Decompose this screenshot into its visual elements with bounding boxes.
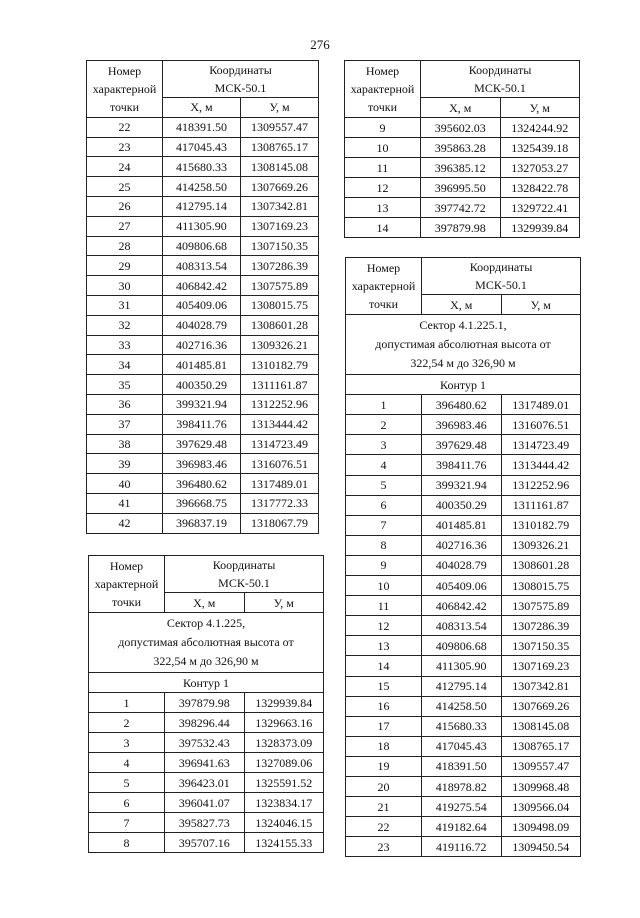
header-y: У, м [241, 98, 319, 118]
table-row [87, 375, 319, 395]
y-coordinate-cell: 1314723.49 [241, 434, 319, 454]
x-coordinate-cell: 415680.33 [422, 716, 502, 736]
point-number-cell: 19 [346, 756, 422, 776]
table-row [345, 178, 580, 198]
contour-caption: Контур 1 [346, 375, 581, 395]
header-coordinates: Координаты МСК-50.1 [163, 61, 319, 98]
table-row [346, 435, 581, 455]
y-coordinate-cell: 1329939.84 [500, 218, 580, 238]
table-row [345, 158, 580, 178]
table-row [87, 493, 319, 513]
y-coordinate-cell: 1309326.21 [501, 535, 581, 555]
point-number-cell: 13 [346, 636, 422, 656]
point-number-cell: 15 [346, 676, 422, 696]
header-x: Х, м [165, 593, 245, 613]
x-coordinate-cell: 419182.64 [422, 817, 502, 837]
y-coordinate-cell: 1310182.79 [241, 355, 319, 375]
y-coordinate-cell: 1311161.87 [501, 495, 581, 515]
y-coordinate-cell: 1309557.47 [501, 756, 581, 776]
y-coordinate-cell: 1307286.39 [241, 256, 319, 276]
table-row [89, 753, 324, 773]
table-row [87, 256, 319, 276]
x-coordinate-cell: 396983.46 [422, 415, 502, 435]
point-number-cell: 12 [345, 178, 421, 198]
header-coordinates: Координаты МСК-50.1 [165, 556, 324, 593]
x-coordinate-cell: 418391.50 [163, 117, 241, 137]
header-coordinates: Координаты МСК-50.1 [422, 258, 581, 295]
y-coordinate-cell: 1324155.33 [244, 833, 324, 853]
x-coordinate-cell: 418978.82 [422, 776, 502, 796]
x-coordinate-cell: 398411.76 [422, 455, 502, 475]
point-number-cell: 3 [89, 733, 165, 753]
header-y: У, м [501, 295, 581, 315]
x-coordinate-cell: 405409.06 [422, 576, 502, 596]
point-number-cell: 34 [87, 355, 163, 375]
point-number-cell: 14 [346, 656, 422, 676]
table-row [346, 555, 581, 575]
y-coordinate-cell: 1308015.75 [241, 295, 319, 315]
table-row [87, 434, 319, 454]
y-coordinate-cell: 1324046.15 [244, 813, 324, 833]
header-point: Номер характерной точки [89, 556, 165, 613]
x-coordinate-cell: 414258.50 [163, 177, 241, 197]
table-row [89, 793, 324, 813]
x-coordinate-cell: 396480.62 [163, 474, 241, 494]
table-row [346, 716, 581, 736]
table-row [345, 118, 580, 138]
x-coordinate-cell: 395707.16 [165, 833, 245, 853]
table-row [87, 216, 319, 236]
table-row [346, 515, 581, 535]
point-number-cell: 10 [345, 138, 421, 158]
point-number-cell: 33 [87, 335, 163, 355]
x-coordinate-cell: 396423.01 [165, 773, 245, 793]
x-coordinate-cell: 397629.48 [422, 435, 502, 455]
point-number-cell: 13 [345, 198, 421, 218]
table-row [346, 495, 581, 515]
point-number-cell: 9 [346, 555, 422, 575]
x-coordinate-cell: 395827.73 [165, 813, 245, 833]
y-coordinate-cell: 1308601.28 [501, 555, 581, 575]
x-coordinate-cell: 401485.81 [422, 515, 502, 535]
table-row [87, 513, 319, 533]
point-number-cell: 9 [345, 118, 421, 138]
point-number-cell: 21 [346, 797, 422, 817]
x-coordinate-cell: 408313.54 [163, 256, 241, 276]
point-number-cell: 14 [345, 218, 421, 238]
y-coordinate-cell: 1307342.81 [241, 196, 319, 216]
table-row [346, 596, 581, 616]
y-coordinate-cell: 1307150.35 [501, 636, 581, 656]
point-number-cell: 36 [87, 394, 163, 414]
x-coordinate-cell: 412795.14 [422, 676, 502, 696]
y-coordinate-cell: 1327089.06 [244, 753, 324, 773]
point-number-cell: 11 [346, 596, 422, 616]
point-number-cell: 7 [346, 515, 422, 535]
y-coordinate-cell: 1307575.89 [241, 276, 319, 296]
header-y: У, м [500, 98, 580, 118]
y-coordinate-cell: 1307669.26 [241, 177, 319, 197]
x-coordinate-cell: 415680.33 [163, 157, 241, 177]
table-row [345, 218, 580, 238]
point-number-cell: 29 [87, 256, 163, 276]
table-row [87, 177, 319, 197]
table-row [346, 475, 581, 495]
point-number-cell: 20 [346, 776, 422, 796]
x-coordinate-cell: 395602.03 [421, 118, 501, 138]
table-row [89, 813, 324, 833]
x-coordinate-cell: 396837.19 [163, 513, 241, 533]
x-coordinate-cell: 411305.90 [422, 656, 502, 676]
point-number-cell: 23 [346, 837, 422, 857]
x-coordinate-cell: 406842.42 [422, 596, 502, 616]
point-number-cell: 38 [87, 434, 163, 454]
point-number-cell: 5 [89, 773, 165, 793]
header-point: Номер характерной точки [87, 61, 163, 118]
x-coordinate-cell: 409806.68 [422, 636, 502, 656]
table-row [87, 236, 319, 256]
table-row [87, 276, 319, 296]
y-coordinate-cell: 1309557.47 [241, 117, 319, 137]
table-row [346, 676, 581, 696]
y-coordinate-cell: 1317489.01 [501, 395, 581, 415]
point-number-cell: 28 [87, 236, 163, 256]
y-coordinate-cell: 1325439.18 [500, 138, 580, 158]
table-row [87, 414, 319, 434]
y-coordinate-cell: 1325591.52 [244, 773, 324, 793]
sector-caption: Сектор 4.1.225.1, допустимая абсолютная высота от 322,54 м до 326,90 м [346, 315, 581, 375]
table-row [346, 455, 581, 475]
table-row [89, 733, 324, 753]
coordinates-table-main [86, 60, 319, 534]
x-coordinate-cell: 405409.06 [163, 295, 241, 315]
x-coordinate-cell: 398296.44 [165, 713, 245, 733]
point-number-cell: 2 [89, 713, 165, 733]
y-coordinate-cell: 1308015.75 [501, 576, 581, 596]
point-number-cell: 4 [346, 455, 422, 475]
header-y: У, м [244, 593, 324, 613]
table-row [87, 295, 319, 315]
point-number-cell: 6 [89, 793, 165, 813]
x-coordinate-cell: 396385.12 [421, 158, 501, 178]
point-number-cell: 17 [346, 716, 422, 736]
y-coordinate-cell: 1309968.48 [501, 776, 581, 796]
y-coordinate-cell: 1309566.04 [501, 797, 581, 817]
table-row [346, 636, 581, 656]
table-row [346, 776, 581, 796]
x-coordinate-cell: 418391.50 [422, 756, 502, 776]
point-number-cell: 1 [346, 395, 422, 415]
y-coordinate-cell: 1314723.49 [501, 435, 581, 455]
point-number-cell: 12 [346, 616, 422, 636]
table-row [346, 656, 581, 676]
header-point: Номер характерной точки [345, 61, 421, 118]
x-coordinate-cell: 395863.28 [421, 138, 501, 158]
y-coordinate-cell: 1329663.16 [244, 713, 324, 733]
table-row [346, 696, 581, 716]
point-number-cell: 16 [346, 696, 422, 716]
x-coordinate-cell: 409806.68 [163, 236, 241, 256]
x-coordinate-cell: 404028.79 [422, 555, 502, 575]
y-coordinate-cell: 1307286.39 [501, 616, 581, 636]
point-number-cell: 37 [87, 414, 163, 434]
y-coordinate-cell: 1307575.89 [501, 596, 581, 616]
table-row [346, 395, 581, 415]
header-x: Х, м [422, 295, 502, 315]
table-row [346, 756, 581, 776]
table-row [87, 394, 319, 414]
y-coordinate-cell: 1316076.51 [241, 454, 319, 474]
table-row [346, 616, 581, 636]
x-coordinate-cell: 419275.54 [422, 797, 502, 817]
y-coordinate-cell: 1307169.23 [501, 656, 581, 676]
y-coordinate-cell: 1318067.79 [241, 513, 319, 533]
header-point: Номер характерной точки [346, 258, 422, 315]
table-row [87, 137, 319, 157]
x-coordinate-cell: 397629.48 [163, 434, 241, 454]
sector-caption: Сектор 4.1.225, допустимая абсолютная высота от 322,54 м до 326,90 м [89, 613, 324, 673]
table-row [87, 355, 319, 375]
y-coordinate-cell: 1312252.96 [501, 475, 581, 495]
table-row [87, 196, 319, 216]
point-number-cell: 32 [87, 315, 163, 335]
point-number-cell: 25 [87, 177, 163, 197]
point-number-cell: 31 [87, 295, 163, 315]
x-coordinate-cell: 396041.07 [165, 793, 245, 813]
point-number-cell: 30 [87, 276, 163, 296]
point-number-cell: 5 [346, 475, 422, 495]
x-coordinate-cell: 396941.63 [165, 753, 245, 773]
point-number-cell: 27 [87, 216, 163, 236]
table-row [89, 693, 324, 713]
y-coordinate-cell: 1308145.08 [501, 716, 581, 736]
header-x: Х, м [163, 98, 241, 118]
point-number-cell: 7 [89, 813, 165, 833]
y-coordinate-cell: 1309326.21 [241, 335, 319, 355]
x-coordinate-cell: 396668.75 [163, 493, 241, 513]
x-coordinate-cell: 397879.98 [421, 218, 501, 238]
table-row [346, 576, 581, 596]
y-coordinate-cell: 1327053.27 [500, 158, 580, 178]
x-coordinate-cell: 397742.72 [421, 198, 501, 218]
contour-caption: Контур 1 [89, 673, 324, 693]
point-number-cell: 24 [87, 157, 163, 177]
y-coordinate-cell: 1329722.41 [500, 198, 580, 218]
x-coordinate-cell: 412795.14 [163, 196, 241, 216]
x-coordinate-cell: 404028.79 [163, 315, 241, 335]
x-coordinate-cell: 396995.50 [421, 178, 501, 198]
point-number-cell: 26 [87, 196, 163, 216]
point-number-cell: 35 [87, 375, 163, 395]
header-x: Х, м [421, 98, 501, 118]
point-number-cell: 8 [89, 833, 165, 853]
table-row [87, 335, 319, 355]
x-coordinate-cell: 398411.76 [163, 414, 241, 434]
y-coordinate-cell: 1308145.08 [241, 157, 319, 177]
y-coordinate-cell: 1328373.09 [244, 733, 324, 753]
coordinates-table-sector-4-1-225 [88, 555, 324, 853]
table-row [87, 454, 319, 474]
point-number-cell: 23 [87, 137, 163, 157]
point-number-cell: 6 [346, 495, 422, 515]
table-row [346, 837, 581, 857]
x-coordinate-cell: 417045.43 [422, 736, 502, 756]
header-coordinates: Координаты МСК-50.1 [421, 61, 580, 98]
y-coordinate-cell: 1307150.35 [241, 236, 319, 256]
point-number-cell: 8 [346, 535, 422, 555]
point-number-cell: 41 [87, 493, 163, 513]
y-coordinate-cell: 1329939.84 [244, 693, 324, 713]
x-coordinate-cell: 397879.98 [165, 693, 245, 713]
table-row [89, 773, 324, 793]
y-coordinate-cell: 1328422.78 [500, 178, 580, 198]
y-coordinate-cell: 1312252.96 [241, 394, 319, 414]
point-number-cell: 10 [346, 576, 422, 596]
y-coordinate-cell: 1307669.26 [501, 696, 581, 716]
y-coordinate-cell: 1307169.23 [241, 216, 319, 236]
y-coordinate-cell: 1309498.09 [501, 817, 581, 837]
point-number-cell: 4 [89, 753, 165, 773]
coordinates-table-sector-4-1-225-1 [345, 257, 581, 857]
table-row [346, 817, 581, 837]
table-row [89, 833, 324, 853]
y-coordinate-cell: 1311161.87 [241, 375, 319, 395]
table-row [345, 138, 580, 158]
x-coordinate-cell: 397532.43 [165, 733, 245, 753]
point-number-cell: 2 [346, 415, 422, 435]
x-coordinate-cell: 406842.42 [163, 276, 241, 296]
x-coordinate-cell: 400350.29 [422, 495, 502, 515]
page-number: 276 [310, 37, 330, 52]
y-coordinate-cell: 1310182.79 [501, 515, 581, 535]
y-coordinate-cell: 1323834.17 [244, 793, 324, 813]
y-coordinate-cell: 1317489.01 [241, 474, 319, 494]
x-coordinate-cell: 411305.90 [163, 216, 241, 236]
x-coordinate-cell: 399321.94 [163, 394, 241, 414]
y-coordinate-cell: 1317772.33 [241, 493, 319, 513]
point-number-cell: 22 [87, 117, 163, 137]
x-coordinate-cell: 414258.50 [422, 696, 502, 716]
x-coordinate-cell: 402716.36 [422, 535, 502, 555]
table-row [87, 315, 319, 335]
y-coordinate-cell: 1313444.42 [241, 414, 319, 434]
x-coordinate-cell: 419116.72 [422, 837, 502, 857]
point-number-cell: 11 [345, 158, 421, 178]
table-row [87, 474, 319, 494]
x-coordinate-cell: 396983.46 [163, 454, 241, 474]
y-coordinate-cell: 1308765.17 [501, 736, 581, 756]
point-number-cell: 18 [346, 736, 422, 756]
y-coordinate-cell: 1308601.28 [241, 315, 319, 335]
point-number-cell: 39 [87, 454, 163, 474]
table-row [87, 117, 319, 137]
table-row [346, 736, 581, 756]
y-coordinate-cell: 1307342.81 [501, 676, 581, 696]
x-coordinate-cell: 396480.62 [422, 395, 502, 415]
point-number-cell: 1 [89, 693, 165, 713]
x-coordinate-cell: 400350.29 [163, 375, 241, 395]
table-row [345, 198, 580, 218]
x-coordinate-cell: 401485.81 [163, 355, 241, 375]
table-row [346, 535, 581, 555]
y-coordinate-cell: 1316076.51 [501, 415, 581, 435]
x-coordinate-cell: 402716.36 [163, 335, 241, 355]
point-number-cell: 22 [346, 817, 422, 837]
x-coordinate-cell: 417045.43 [163, 137, 241, 157]
coordinates-table-right-top [344, 60, 580, 238]
x-coordinate-cell: 408313.54 [422, 616, 502, 636]
x-coordinate-cell: 399321.94 [422, 475, 502, 495]
table-row [346, 797, 581, 817]
point-number-cell: 42 [87, 513, 163, 533]
y-coordinate-cell: 1308765.17 [241, 137, 319, 157]
point-number-cell: 3 [346, 435, 422, 455]
table-row [87, 157, 319, 177]
y-coordinate-cell: 1324244.92 [500, 118, 580, 138]
table-row [89, 713, 324, 733]
y-coordinate-cell: 1309450.54 [501, 837, 581, 857]
table-row [346, 415, 581, 435]
y-coordinate-cell: 1313444.42 [501, 455, 581, 475]
point-number-cell: 40 [87, 474, 163, 494]
